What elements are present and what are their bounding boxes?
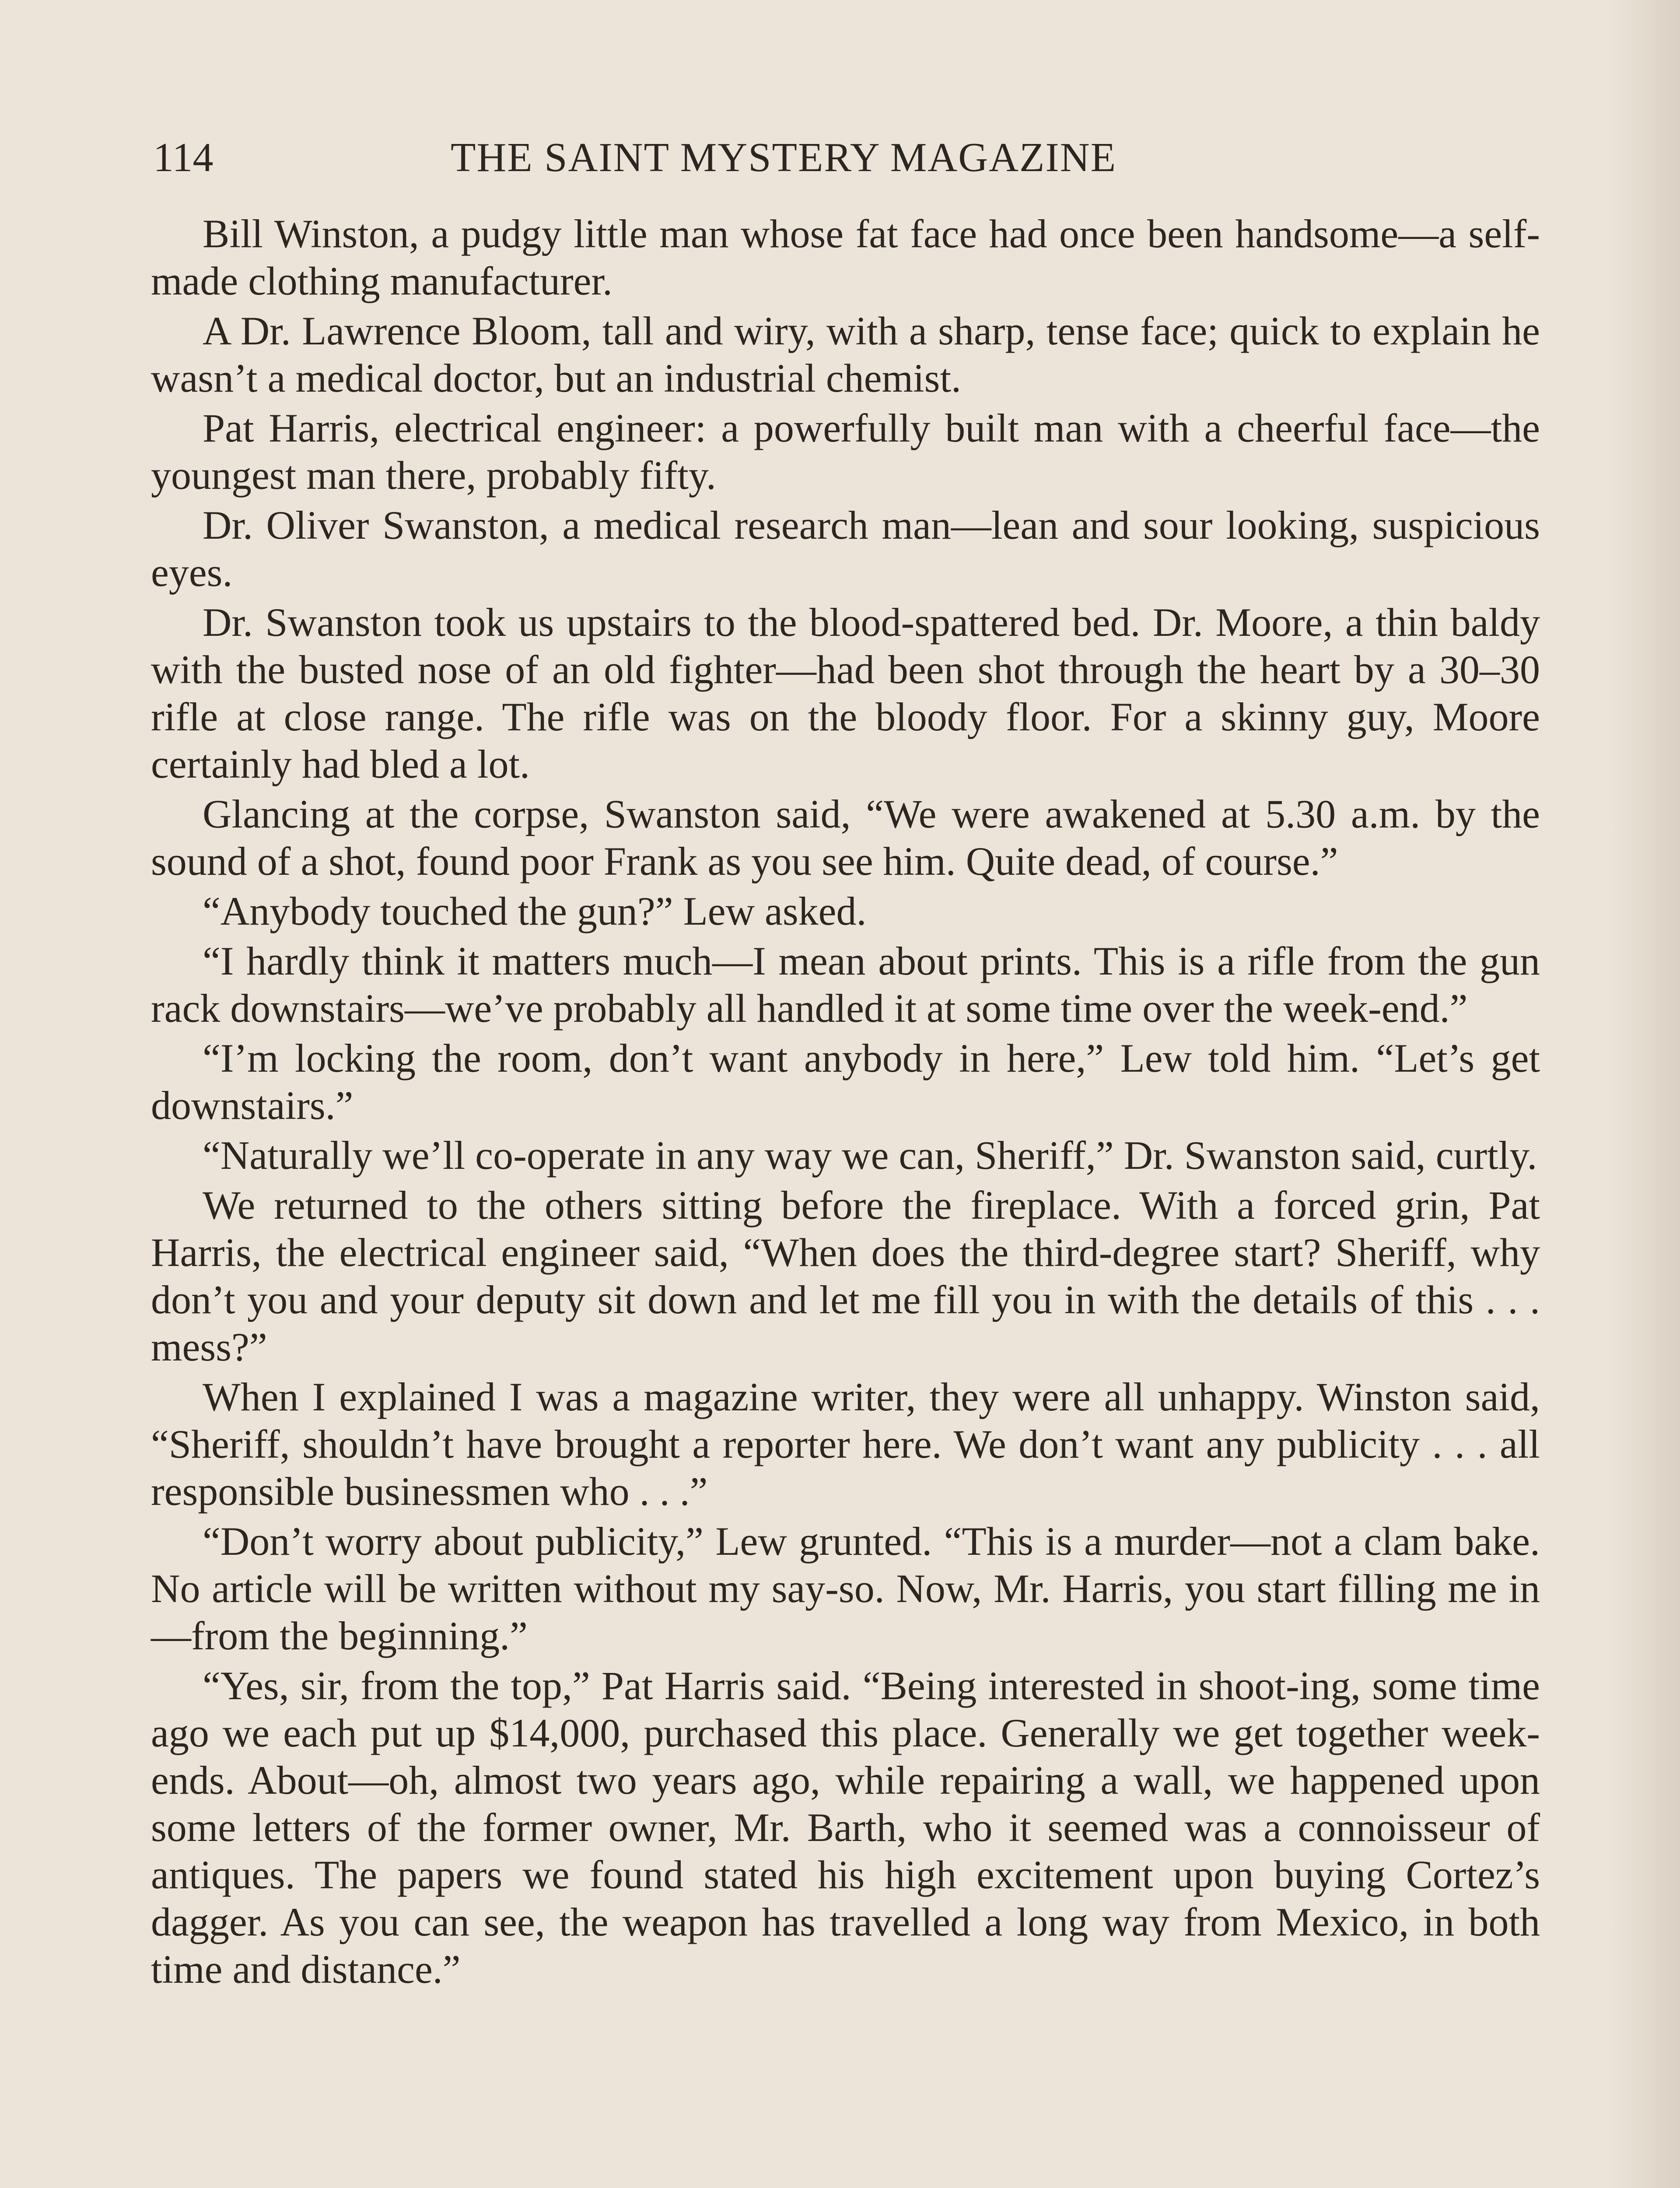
- paragraph: “I hardly think it matters much—I mean about prints. This is a rifle from the gun rack downstairs—we’ve probably all handled it at some time over the week-end.”: [151, 939, 1540, 1031]
- paragraph: “I’m locking the room, don’t want anybody in here,” Lew told him. “Let’s get downstairs.”: [151, 1036, 1540, 1128]
- running-title: THE SAINT MYSTERY MAGAZINE: [451, 135, 1117, 180]
- paragraph: Pat Harris, electrical engineer: a powerfully built man with a cheerful face—the youngest man there, probably fifty.: [151, 406, 1540, 498]
- paragraph: A Dr. Lawrence Bloom, tall and wiry, with a sharp, tense face; quick to explain he wasn’t a medical doctor, but an industrial chemist.: [151, 309, 1540, 400]
- paragraph: We returned to the others sitting before the fireplace. With a forced grin, Pat Harris, the electrical engineer said, “When does the third-degree start? Sheriff, why don’t you and your deputy sit down and let me fill you in with the details of this . . . mess?”: [151, 1183, 1540, 1369]
- paragraph: When I explained I was a magazine writer, they were all unhappy. Winston said, “Sheriff, shouldn’t have brought a reporter here. We don’t want any publicity . . . all responsible businessmen who . . .”: [151, 1375, 1540, 1514]
- page-gutter-shadow: [1610, 0, 1680, 2188]
- paragraph: Bill Winston, a pudgy little man whose fat face had once been handsome—a self-made clothing manufacturer.: [151, 211, 1540, 303]
- paragraph: Dr. Swanston took us upstairs to the blood-spattered bed. Dr. Moore, a thin baldy with the busted nose of an old fighter—had been shot through the heart by a 30–30 rifle at close range. The rifle was on the bloody floor. For a skinny guy, Moore certainly had bled a lot.: [151, 600, 1540, 786]
- paragraph: Dr. Oliver Swanston, a medical research man—lean and sour looking, suspicious eyes.: [151, 503, 1540, 595]
- paragraph: “Don’t worry about publicity,” Lew grunted. “This is a murder—not a clam bake. No article will be written without my say-so. Now, Mr. Harris, you start filling me in—from the beginning.”: [151, 1519, 1540, 1658]
- paragraph: Glancing at the corpse, Swanston said, “We were awakened at 5.30 a.m. by the sound of a shot, found poor Frank as you see him. Quite dead, of course.”: [151, 792, 1540, 884]
- page-number: 114: [153, 135, 214, 180]
- story-body: [151, 210, 1540, 1995]
- paragraph: “Yes, sir, from the top,” Pat Harris said. “Being interested in shoot-ing, some time ago we each put up $14,000, purchased this place. Generally we get together week-ends. About—oh, almost two years ago, while repairing a wall, we happened upon some letters of the former owner, Mr. Barth, who it seemed was a connoisseur of antiques. The papers we found stated his high excitement upon buying Cortez’s dagger. As you can see, the weapon has travelled a long way from Mexico, in both time and distance.”: [151, 1663, 1540, 1992]
- page-header: [153, 131, 1247, 184]
- paragraph: “Anybody touched the gun?” Lew asked.: [203, 889, 867, 933]
- paragraph: “Naturally we’ll co-operate in any way we can, Sheriff,” Dr. Swanston said, curtly.: [203, 1133, 1537, 1178]
